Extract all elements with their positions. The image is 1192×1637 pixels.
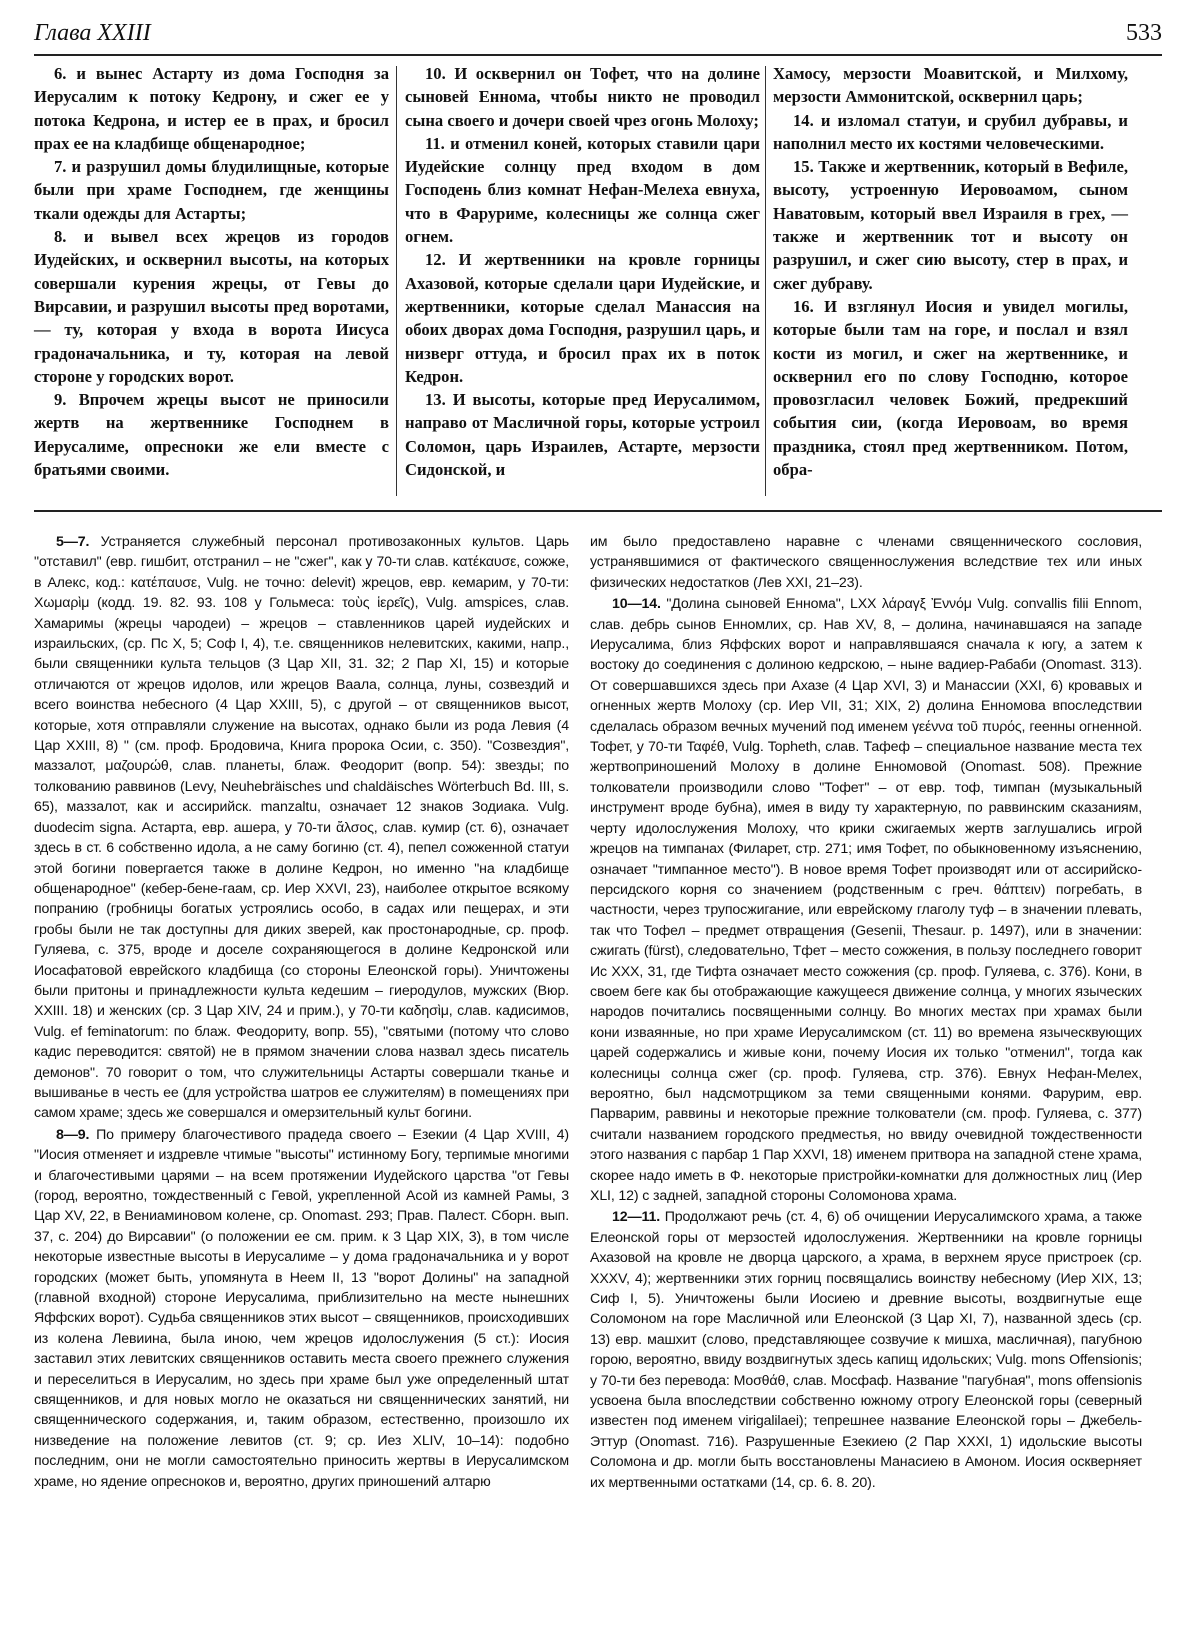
- commentary-ref: 5—7.: [56, 534, 90, 550]
- commentary-10-14: [590, 594, 1142, 1206]
- commentary-5-7: [34, 532, 569, 1124]
- verse-15: 15. Также и жертвенник, который в Вефиле, высоту, устроенную Иеровоамом, сыном Наватовым, который ввел Израиля в грех, — также и жертвенник тот и высоту он разрушил, и сжег сию высоту, стер в прах, и сжег дубраву.: [773, 157, 1128, 293]
- commentary-left-column: [34, 532, 569, 1493]
- scripture-column-3: [773, 62, 1128, 481]
- verse-6: 6. и вынес Астарту из дома Господня за Иерусалим к потоку Кедрону, и сжег ее у потока Кедрона, и истер ее в прах, и бросил прах ее на кладбище общенародное;: [34, 64, 389, 153]
- verse-8: 8. и вывел всех жрецов из городов Иудейских, и осквернил высоты, на которых совершали курения жрецы, от Гевы до Вирсавии, и разрушил высоты пред воротами, — ту, которая у входа в ворота Иисуса градоначальника, и ту, которая на левой стороне у городских ворот.: [34, 227, 389, 386]
- verse-13-continued: Хамосу, мерзости Моавитской, и Милхому, мерзости Аммонитской, осквернил царь;: [773, 64, 1128, 107]
- chapter-title: Глава XXIII: [34, 20, 151, 46]
- verse-7: 7. и разрушил домы блудилищные, которые были при храме Господнем, где женщины ткали одежды для Астарты;: [34, 157, 389, 223]
- commentary-body: Устраняется служебный персонал противозаконных культов. Царь "отставил" (евр. гишбит, отстранил – не "сжег", как у 70-ти слав. κατέκαυσε, сожже, в Алекс, код.: κατέπαυσε, Vulg. не точно: delevit) жрецов, евр. кемарим, у 70-ти: Χωμαρὶμ (кодд. 19. 82. 93. 108 у Гольмеса: τοὺς ἱερεῖς), Vulg. amspices, слав. Хамаримы (жрецы чародеи) – жрецов – ставленников царей иудейских и израильских, (ср. Пс X, 5; Соф I, 4), т.е. священников нелевитских, какими, напр., были священники культа тельцов (3 Цар XII, 31. 32; 2 Пар XI, 15) и которые отличаются от жрецов идолов, или жрецов Ваала, солнца, луны, созвездий и всего воинства небесного (4 Цар XXIII, 5), с другой – от священников высот, которые, хотя отправляли служение на высотах, однако были из рода Левия (4 Цар XXIII, 8) " (см. проф. Бродовича, Книга пророка Осии, с. 350). "Созвездия", маззалот, μαζουρώθ, слав. планеты, блаж. Феодорит (вопр. 54): звезды; по толкованию раввинов (Levy, Neuhebräisches und chaldäisches Wörterbuch Bd. III, s. 65), маззалот, как и ассирийск. manzaltu, означает 12 знаков Зодиака. Vulg. duodecim signa. Астарта, евр. ашера, у 70-ти ἄλσος, слав. кумир (ст. 6), означает здесь в ст. 6 собственно идола, а не саму богиню (ст. 4), пепел сожженной статуи этой богини повергается также в долине Кедрон, но именно "на кладбище общенародное" (кебер-бене-гаам, ср. Иер XXVI, 23), наиболее открытое всякому попранию (гробницы богатых устроялись особо, в садах или пещерах, и эти гробы были не так доступны для диких зверей, как простонародные, ср. проф. Гуляева, с. 375, вроде и доселе сохраняющегося в долине Кедронской или Иосафатовой еврейского кладбища (со стороны Елеонской горы). Уничтожены были притоны и принадлежности культа кедешим – гиеродулов, мужских (Вюр. XXIII. 18) и женских (ср. 3 Цар XIV, 24 и прим.), у 70-ти καδησὶμ, слав. кадисимов, Vulg. ef feminatorum: по блаж. Феодориту, вопр. 55), "святыми (потому что слово кадис переводится: святой) не в прямом значении слова назвал здесь писатель демонов". 70 говорит о том, что служительницы Астарты совершали тканье и вышиванье в честь ее (для устройства шатров ее служителям) в помещениях при самом храме; здесь же совершался и омерзительный культ богини.: [34, 534, 569, 1122]
- commentary-body: им было предоставлено наравне с членами священнического сословия, устранявшимися от фактического священнослужения вследствие тех или иных физических недостатков (Лев XXI, 21–23).: [590, 534, 1142, 591]
- commentary-ref: 12—11.: [612, 1209, 661, 1226]
- verse-16: 16. И взглянул Иосия и увидел могилы, которые были там на горе, и послал и взял кости из могил, и сжег на жертвеннике, и осквернил его по слову Господню, которое провозгласил человек Божий, предрекший события сии, (когда Иеровоам, во время праздника, стоял пред жертвенником. Потом, обра-: [773, 296, 1128, 480]
- page-number: 533: [1126, 20, 1162, 46]
- commentary-8-9: [34, 1125, 569, 1492]
- column-rule-2: [765, 66, 766, 496]
- commentary-12-11: [590, 1207, 1142, 1493]
- verse-9: 9. Впрочем жрецы высот не приносили жертв на жертвеннике Господнем в Иерусалиме, опресноки же ели вместе с братьями своими.: [34, 390, 389, 480]
- scripture-column-2: [405, 62, 760, 481]
- commentary-body: "Долина сыновей Еннома", LXX λάραγξ Ἐννόμ Vulg. convallis filii Ennom, слав. дебрь сынов Енномлих, ср. Нав XV, 8, – долина, начинавшаяся на западе Иерусалима, близ Яффских ворот и направлявшаяся сначала к югу, а затем к востоку до соединения с долиною кедрскою, – ныне вадиер-Рабаби (Onomast. 313). От совершавшихся здесь при Ахазе (4 Цар XVI, 3) и Манассии (XXI, 6) кровавых и огненных жертв Молоху (ср. Иер VII, 31; XIX, 2) долина Енномова впоследствии сделалась образом вечных мучений под именем γεέννα τοῦ πυρός, геенны огненной. Тофет, у 70-ти Ταφέθ, Vulg. Topheth, слав. Тафеф – специальное название места тех жертвоприношений Молоху в долине Енномовой (Onomast. 508). Прежние толкователи производили слово "Тофет" – от евр. тоф, тимпан (музыкальный инструмент вроде бубна), имея в виду ту характерную, по раввинским сказаниям, черту идолослужения Молоху, что крики сжигаемых жертв заглушались игрой жрецов на тимпанах (Филарет, стр. 271; имя Тофет, по обыкновенному изъяснению, означает "тимпанное место"). В новое время Тофет производят или от ассирийско-персидского корня со значением (родственным с греч. θάπτειν) погребать, в частности, через трупосжигание, или еврейскому глаголу туф – в значении плевать, так что Тофел – предмет отвращения (Gesenii, Thesaur. p. 1497), или в значении: сжигать (fürst), следовательно, Тфет – место сожжения, в пользу последнего говорит Ис XXX, 31, где Тифта означает место сожжения (ср. проф. Гуляева, с. 376). Кони, в своем беге как бы отображающие кажущееся движение солнца, у многих языческих народов почитались посвященными солнцу. Во многих местах при храмах были кони изваянные, но при храме Иерусалимском (ст. 11) во времена языческвующих царей содержались и живые кони, почему Иосия их только "отменил", тогда как колесницы солнца сжег (ср. проф. Гуляева, стр. 376). Евнух Нефан-Мелех, вероятно, был надсмотрщиком за теми священными конями. Фарурим, евр. Парварим, раввины и некоторые прежние толкователи (см. проф. Гуляева, с. 377) считали названием городского предместья, но ввиду очевидной тождественности этого названия с парбар 1 Пар XXVI, 18) именем притвора на западной стене храма, скорее надо иметь в Ф. некоторые пристройки-комнатки для должностных лиц (Иер XLI, 12) с задней, западной стороны Соломонова храма.: [590, 596, 1142, 1204]
- column-rule-1: [396, 66, 397, 496]
- section-divider: [34, 510, 1162, 512]
- commentary-8-9-continued: [590, 532, 1142, 593]
- commentary-right-column: [590, 532, 1142, 1494]
- scripture-column-1: [34, 62, 389, 481]
- verse-10: 10. И осквернил он Тофет, что на долине сыновей Еннома, чтобы никто не проводил сына своего и дочери своей чрез огонь Молоху;: [405, 64, 760, 130]
- scripture-text: [0, 62, 1192, 512]
- verse-13: 13. И высоты, которые пред Иерусалимом, направо от Масличной горы, которые устроил Соломон, царь Израилев, Астарте, мерзости Сидонской, и: [405, 390, 760, 480]
- verse-14: 14. и изломал статуи, и срубил дубравы, и наполнил место их костями человеческими.: [773, 110, 1128, 153]
- commentary-ref: 8—9.: [56, 1126, 90, 1143]
- verse-11: 11. и отменил коней, которых ставили цари Иудейские солнцу пред входом в дом Господень близ комнат Нефан-Мелеха евнуха, что в Фаруриме, колесницы же солнца сжег огнем.: [405, 133, 760, 247]
- running-head: [34, 14, 1162, 56]
- commentary-ref: 10—14.: [612, 596, 661, 613]
- commentary-body: Продолжают речь (ст. 4, 6) об очищении Иерусалимского храма, а также Елеонской горы от мерзостей идолослужения. Жертвенники на кровле горницы Ахазовой на кровле не дворца царского, а храма, в верхнем ярусе пристроек (ср. XXXV, 4); жертвенники этих горниц посвящались воинству небесному (Иер XIX, 13; Сиф I, 5). Уничтожены были Иосиею и древние высоты, воздвигнутые еще Соломоном на горе Масличной или Елеонской (3 Цар XI, 7), названной здесь (ср. 13) евр. машхит (слово, представляющее созвучие к мишха, масличная), пагубною горою, вероятно, ввиду воздвигнутых здесь капищ идольских; Vulg. mons Offensionis; у 70-ти без перевода: Μοσθάθ, слав. Мосфаф. Название "пагубная", mons offensionis усвоена была впоследствии собственно южному отрогу Елеонской горы (северный известен под именем virigalilaei); тепрешнее название Елеонской горы – Джебель-Эттур (Onomast. 716). Разрушенные Езекиею (2 Пар XXXI, 1) идольские высоты Соломона и др. могли быть восстановлены Манасиею в Амоном. Иосия оскверняет их мертвенными остатками (14, ср. 6. 8. 20).: [590, 1209, 1142, 1491]
- commentary-body: По примеру благочестивого прадеда своего – Езекии (4 Цар XVIII, 4) "Иосия отменяет и издревле чтимые "высоты" истинному Богу, терпимые многими и благочестивыми царями – на всем протяжении Иудейского царства "от Гевы (город, вероятно, тождественный с Гевой, укрепленной Асой из камней Рамы, 3 Цар XV, 22, в Вениаминовом колене, ср. Onomast. 293; Прав. Палест. Сборн. вып. 37, с. 204) до Вирсавии" (о положении ее см. прим. к 3 Цар XIX, 3), в том числе некоторые известные высоты в Иерусалиме – у дома градоначальника и у ворот городских (может быть, упомянута в Неем II, 13 "ворот Долины" на западной (главной входной) стороне Иерусалима, приблизительно на месте нынешних Яффских ворот). Судьба священников этих высот – священников, происходивших из колена Левиина, была иною, чем жрецов идолослужения (5 ст.): Иосия заставил этих левитских священников оставить места своего прежнего служения и переселиться в Иерусалим, но здесь при храме был уже определенный штат священников, и для новых могло не оказаться ни священнических занятий, ни священнического содержания, и, таким образом, естественно, произошло их низведение на положение левитов (ст. 9; ср. Иез XLIV, 10–14): подобно последним, они не могли самостоятельно приносить жертвы в Иерусалимском храме, но ядение опресноков и, вероятно, других приношений алтарю: [34, 1126, 569, 1490]
- verse-12: 12. И жертвенники на кровле горницы Ахазовой, которые сделали цари Иудейские, и жертвенники, которые сделал Манассия на обоих дворах дома Господня, разрушил царь, и низверг оттуда, и бросил прах их в поток Кедрон.: [405, 250, 760, 386]
